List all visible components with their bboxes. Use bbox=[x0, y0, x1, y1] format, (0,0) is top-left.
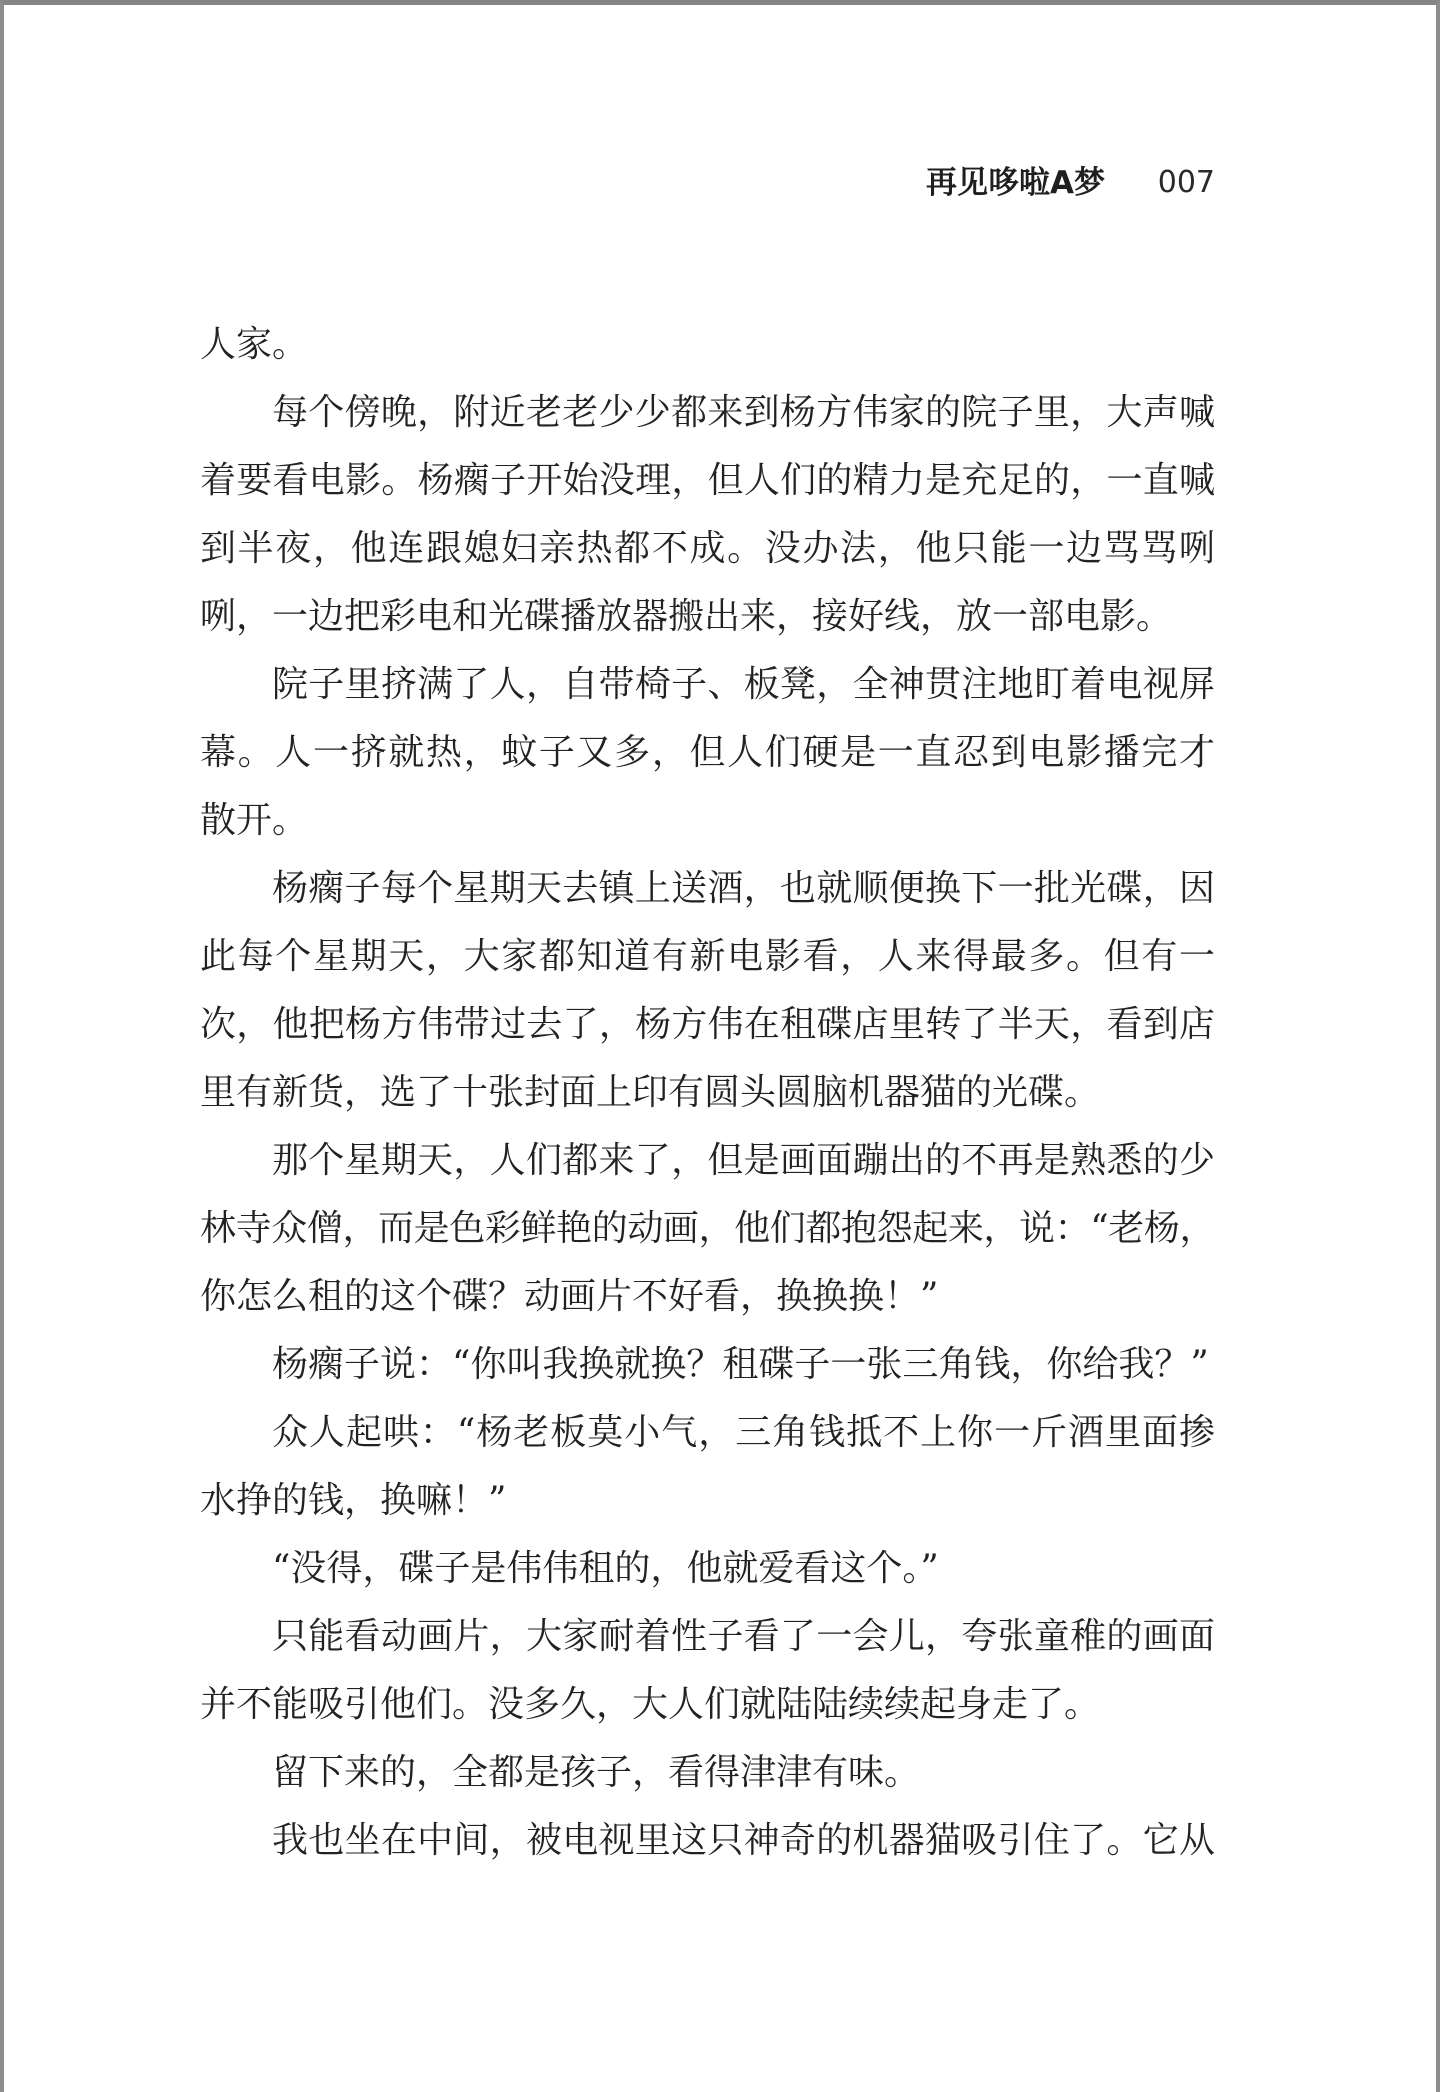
text-line: 杨瘸子说：“你叫我换就换？租碟子一张三角钱，你给我？” bbox=[272, 1344, 1209, 1385]
text-line: 院子里挤满了人，自带椅子、板凳，全神贯注地盯着电视屏 bbox=[272, 664, 1215, 705]
paragraph bbox=[200, 651, 1215, 855]
text-line: 散开。 bbox=[200, 800, 309, 841]
paragraph bbox=[200, 379, 1215, 651]
paragraph bbox=[200, 1331, 1215, 1399]
text-line: 并不能吸引他们。没多久，大人们就陆陆续续起身走了。 bbox=[200, 1684, 1101, 1725]
running-title: 再见哆啦A梦 bbox=[926, 165, 1105, 201]
text-line: 里有新货，选了十张封面上印有圆头圆脑机器猫的光碟。 bbox=[200, 1072, 1101, 1113]
text-line: 我也坐在中间，被电视里这只神奇的机器猫吸引住了。它从 bbox=[272, 1820, 1215, 1861]
body-text bbox=[200, 311, 1215, 1875]
text-line: 人家。 bbox=[200, 324, 309, 365]
text-line: 你怎么租的这个碟？动画片不好看，换换换！” bbox=[200, 1276, 939, 1317]
paragraph bbox=[200, 1399, 1215, 1535]
page-number: 007 bbox=[1157, 165, 1215, 200]
text-line: “没得，碟子是伟伟租的，他就爱看这个。” bbox=[272, 1548, 939, 1589]
paragraph bbox=[200, 1739, 1215, 1807]
text-line: 咧，一边把彩电和光碟播放器搬出来，接好线，放一部电影。 bbox=[200, 596, 1173, 637]
paragraph bbox=[200, 1127, 1215, 1331]
text-line: 林寺众僧，而是色彩鲜艳的动画，他们都抱怨起来，说：“老杨， bbox=[200, 1208, 1215, 1249]
text-line: 留下来的，全都是孩子，看得津津有味。 bbox=[272, 1752, 921, 1793]
paragraph bbox=[200, 1603, 1215, 1739]
text-line: 那个星期天，人们都来了，但是画面蹦出的不再是熟悉的少 bbox=[272, 1140, 1215, 1181]
text-line: 次，他把杨方伟带过去了，杨方伟在租碟店里转了半天，看到店 bbox=[200, 1004, 1215, 1045]
paragraph bbox=[200, 1807, 1215, 1875]
text-line: 此每个星期天，大家都知道有新电影看，人来得最多。但有一 bbox=[200, 936, 1215, 977]
text-line: 水挣的钱，换嘛！” bbox=[200, 1480, 507, 1521]
paragraph bbox=[200, 855, 1215, 1127]
text-line: 杨瘸子每个星期天去镇上送酒，也就顺便换下一批光碟，因 bbox=[272, 868, 1215, 909]
text-line: 众人起哄：“杨老板莫小气，三角钱抵不上你一斤酒里面掺 bbox=[272, 1412, 1215, 1453]
text-line: 到半夜，他连跟媳妇亲热都不成。没办法，他只能一边骂骂咧 bbox=[200, 528, 1215, 569]
text-line: 幕。人一挤就热，蚊子又多，但人们硬是一直忍到电影播完才 bbox=[200, 732, 1215, 773]
text-line: 只能看动画片，大家耐着性子看了一会儿，夸张童稚的画面 bbox=[272, 1616, 1215, 1657]
paragraph bbox=[200, 311, 1215, 379]
paragraph bbox=[200, 1535, 1215, 1603]
text-line: 着要看电影。杨瘸子开始没理，但人们的精力是充足的，一直喊 bbox=[200, 460, 1215, 501]
text-line: 每个傍晚，附近老老少少都来到杨方伟家的院子里，大声喊 bbox=[272, 392, 1215, 433]
